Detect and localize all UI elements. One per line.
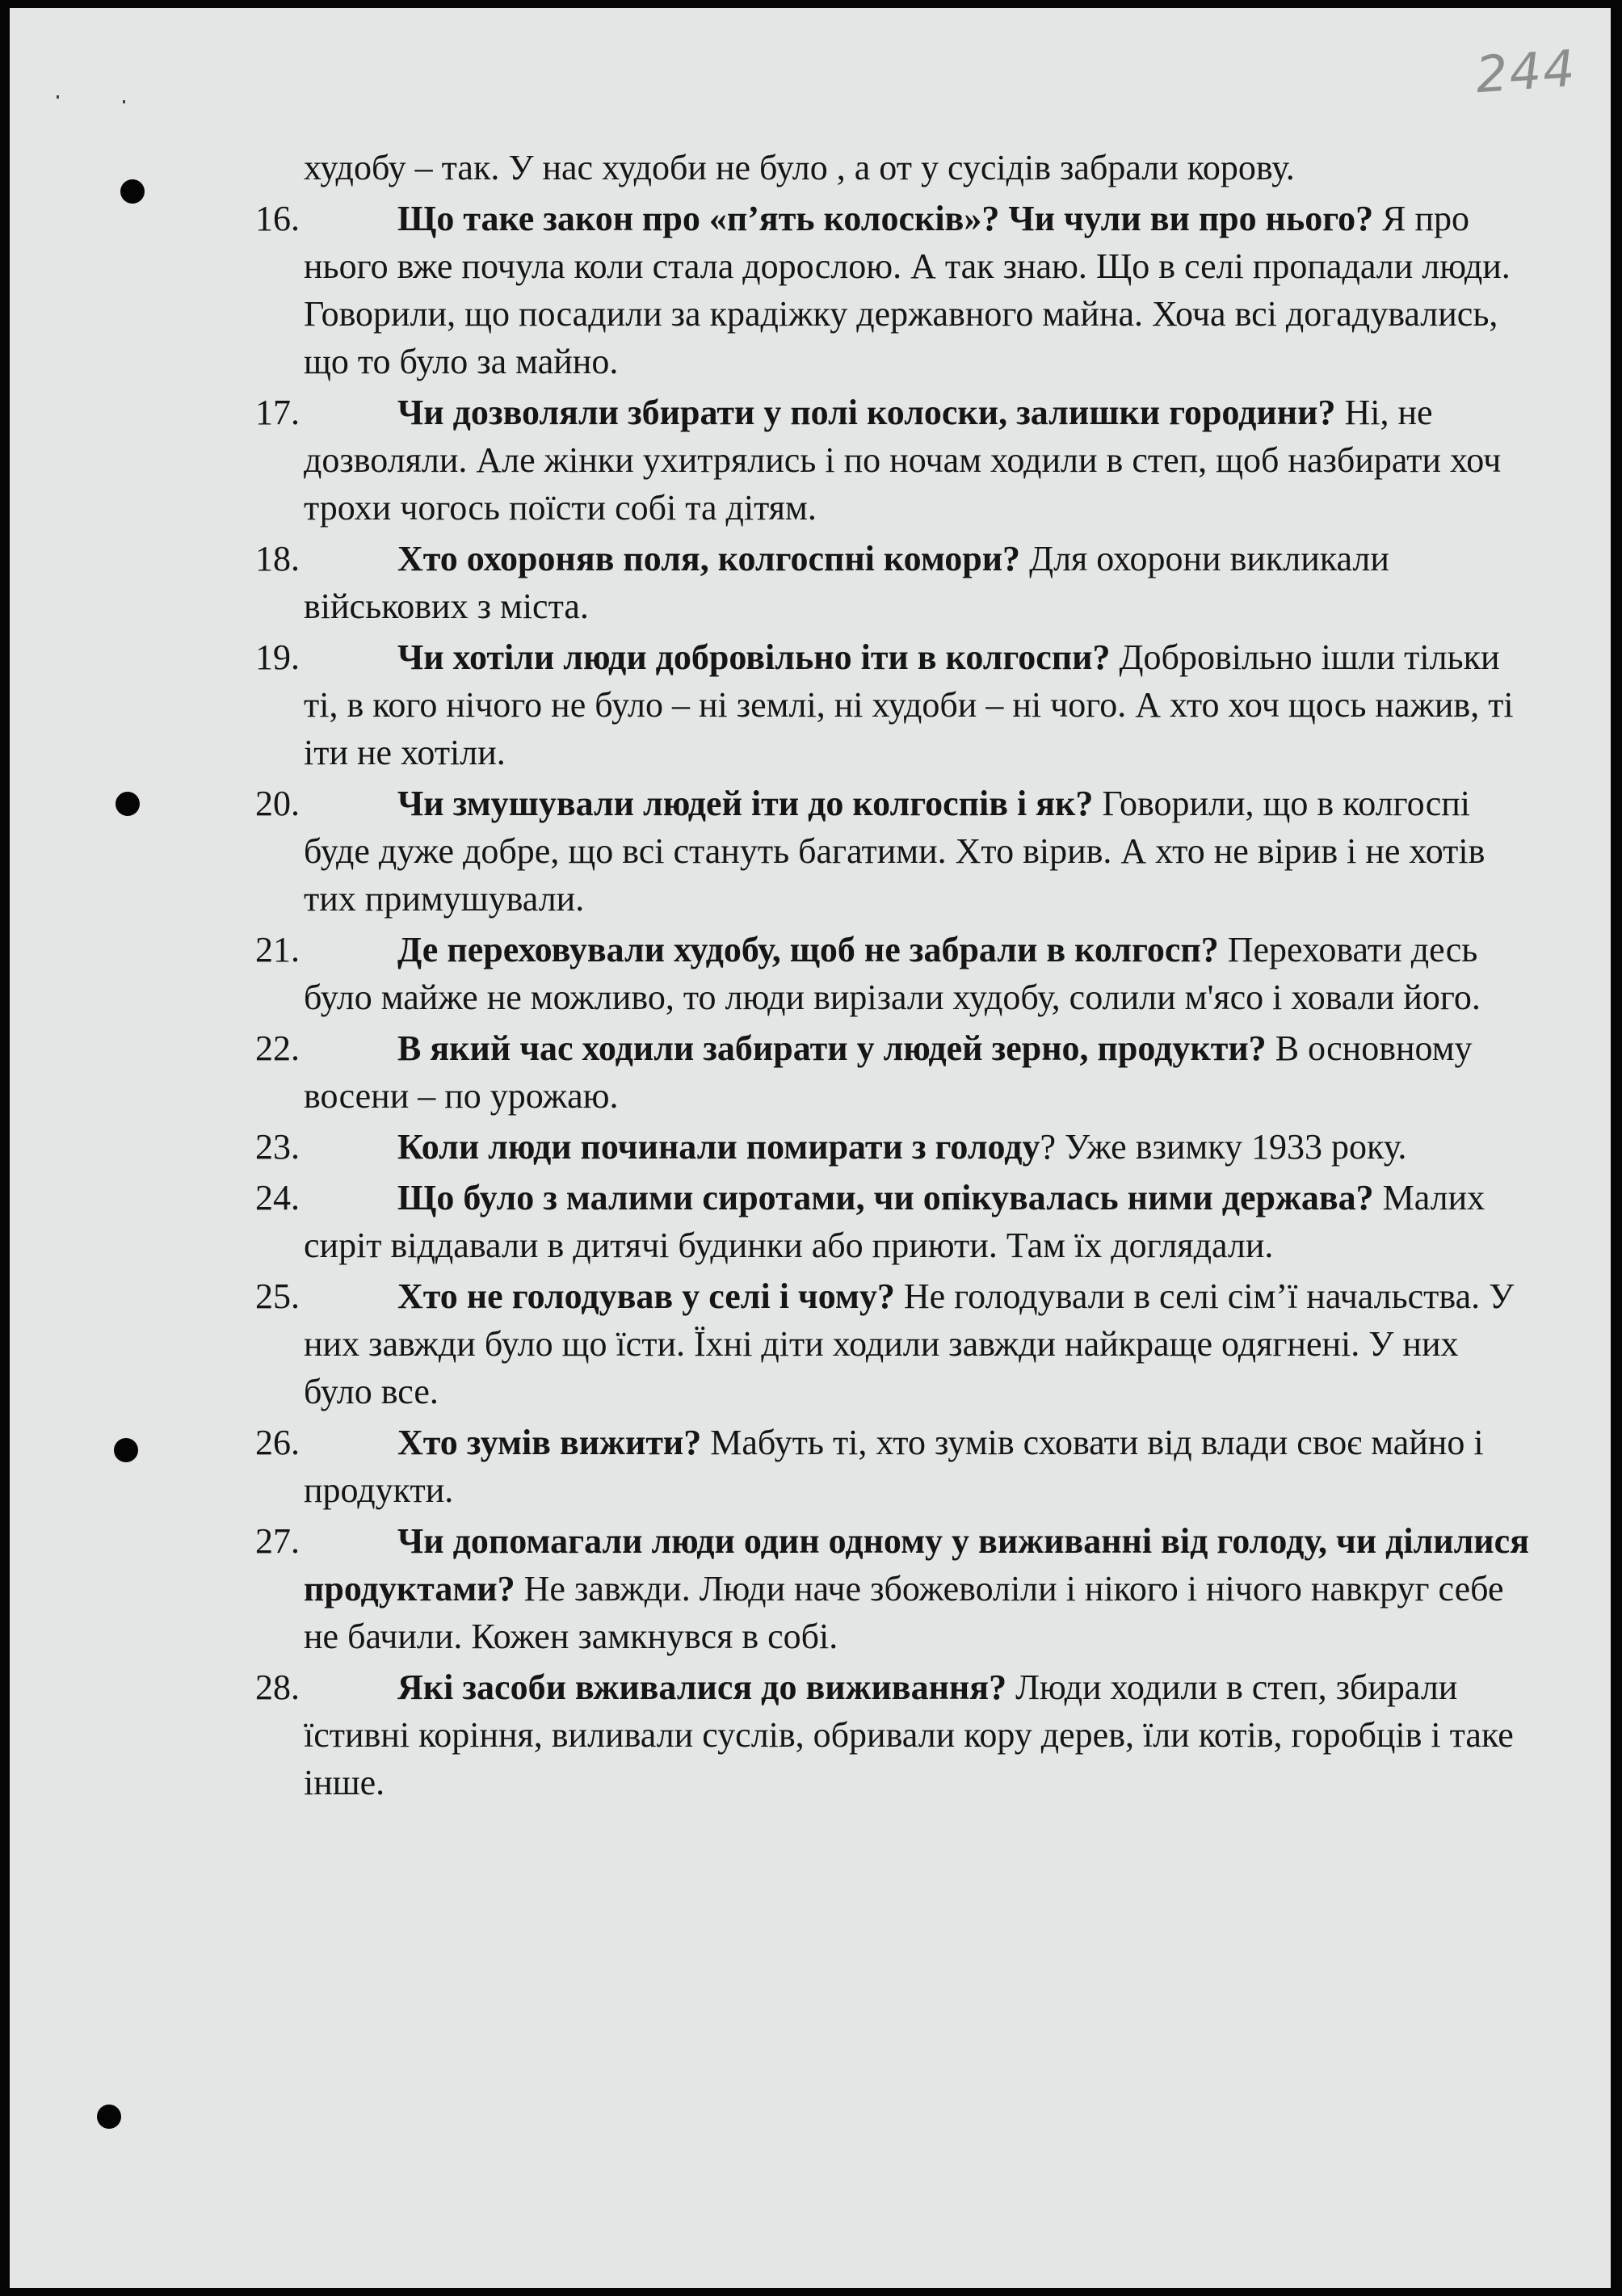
question-text: Коли люди починали помирати з голоду [397, 1127, 1040, 1167]
question-text: Чи допомагали люди один одному у виживанні від голоду, чи ділилися продуктами? [304, 1521, 1529, 1608]
document-page [10, 8, 1611, 2288]
handwritten-page-number: 244 [1473, 38, 1578, 105]
question-text: Хто не голодував у селі і чому? [397, 1276, 895, 1316]
list-item [10, 1174, 1611, 1269]
question-text: Хто охороняв поля, колгоспні комори? [397, 539, 1021, 578]
item-number: 26. [255, 1423, 300, 1462]
answer-text: Переховати десь було майже не можливо, то люди вирізали худобу, солили м'ясо і ховали його. [304, 930, 1481, 1017]
question-text: Що таке закон про «п’ять колосків»? Чи чули ви про нього? [397, 199, 1374, 238]
speck [123, 100, 125, 103]
list-item [10, 1419, 1611, 1514]
item-number: 20. [255, 784, 300, 823]
item-number: 17. [255, 393, 300, 432]
list-item [10, 926, 1611, 1021]
list-item [10, 780, 1611, 923]
item-number: 16. [255, 199, 300, 238]
list-item [10, 633, 1611, 776]
answer-text: Малих сиріт віддавали в дитячі будинки або приюти. Там їх доглядали. [304, 1178, 1485, 1265]
intro-paragraph: худобу – так. У нас худоби не було , а от у сусідів забрали корову. [304, 148, 1295, 187]
document-body [10, 144, 1611, 1810]
question-text: Де переховували худобу, щоб не забрали в колгосп? [397, 930, 1219, 969]
item-number: 27. [255, 1521, 300, 1561]
answer-text: Добровільно ішли тільки ті, в кого нічого не було – ні землі, ні худоби – ні чого. А хто хоч щось нажив, ті іти не хотіли. [304, 637, 1514, 772]
answer-text: Говорили, що в колгоспі буде дуже добре, що всі стануть багатими. Хто вірив. А хто не вірив і не хотів тих примушували. [304, 784, 1485, 919]
item-number: 23. [255, 1127, 300, 1167]
list-item [10, 535, 1611, 630]
list-item [10, 389, 1611, 532]
list-item [10, 1024, 1611, 1120]
speck [57, 95, 59, 99]
answer-text: ? Уже взимку 1933 року. [1040, 1127, 1407, 1167]
question-text: Хто зумів вижити? [397, 1423, 702, 1462]
question-text: Що було з малими сиротами, чи опікувалась ними держава? [397, 1178, 1374, 1217]
list-item [10, 1272, 1611, 1415]
answer-text: Ні, не дозволяли. Але жінки ухитрялись і по ночам ходили в степ, щоб назбирати хоч трохи чогось поїсти собі та дітям. [304, 393, 1502, 528]
list-item [10, 1663, 1611, 1806]
punch-hole [97, 2105, 121, 2129]
question-text: Чи хотіли люди добровільно іти в колгоспи? [397, 637, 1111, 677]
answer-text: Не завжди. Люди наче збожеволіли і нікого і нічого навкруг себе не бачили. Кожен замкнувся в собі. [304, 1569, 1504, 1656]
answer-text: Люди ходили в степ, збирали їстивні коріння, виливали суслів, обривали кору дерев, їли котів, горобців і таке інше. [304, 1667, 1514, 1802]
list-item [10, 1123, 1611, 1171]
item-number: 28. [255, 1667, 300, 1707]
question-text: Які засоби вживалися до виживання? [397, 1667, 1007, 1707]
item-number: 19. [255, 637, 300, 677]
item-number: 18. [255, 539, 300, 578]
list-item [10, 195, 1611, 385]
list-item [10, 1517, 1611, 1660]
question-text: Чи змушували людей іти до колгоспів і як? [397, 784, 1094, 823]
answer-text: Мабуть ті, хто зумів сховати від влади своє майно і продукти. [304, 1423, 1484, 1510]
question-text: Чи дозволяли збирати у полі колоски, залишки городини? [397, 393, 1336, 432]
answer-text: Я про нього вже почула коли стала дорослою. А так знаю. Що в селі пропадали люди. Говорили, що посадили за крадіжку державного майна. Хоча всі догадувались, що то було за майно. [304, 199, 1511, 381]
question-text: В який час ходили забирати у людей зерно, продукти? [397, 1028, 1267, 1068]
item-number: 22. [255, 1028, 300, 1068]
item-number: 24. [255, 1178, 300, 1217]
item-number: 21. [255, 930, 300, 969]
answer-text: Не голодували в селі сім’ї начальства. У них завжди було що їсти. Їхні діти ходили завжди найкраще одягнені. У них було все. [304, 1276, 1515, 1411]
answer-text: Для охорони викликали військових з міста. [304, 539, 1389, 626]
answer-text: В основному восени – по урожаю. [304, 1028, 1473, 1116]
item-number: 25. [255, 1276, 300, 1316]
